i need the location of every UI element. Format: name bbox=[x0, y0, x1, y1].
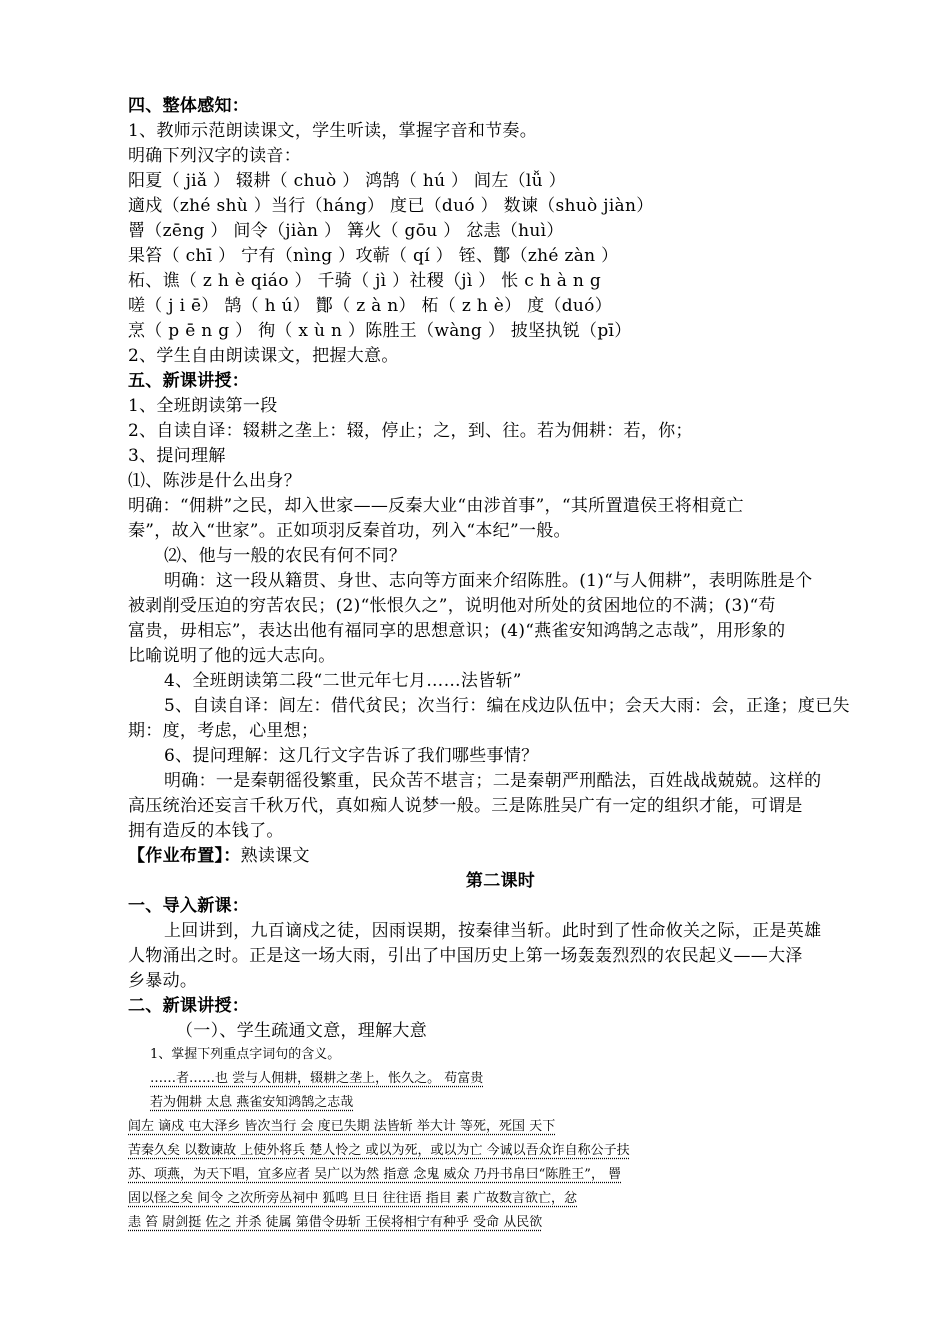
text-line: 3、提问理解 bbox=[128, 446, 226, 466]
text-line: 人物涌出之时。正是这一场大雨，引出了中国历史上第一场轰轰烈烈的农民起义——大泽 bbox=[128, 946, 803, 966]
text-line: 2、学生自由朗读课文，把握大意。 bbox=[128, 346, 399, 366]
pronunciation-line: 果笞（ chī ） 宁有（nìng ）攻蕲（ qí ） 铚、酇（zhé zàn ） bbox=[128, 246, 619, 266]
question-line: ⑵、他与一般的农民有何不同？ bbox=[164, 546, 407, 566]
text-line: 乡暴动。 bbox=[128, 971, 198, 991]
text-line: 期：度，考虑，心里想； bbox=[128, 721, 319, 741]
small-text-line: 1、掌握下列重点字词句的含义。 bbox=[150, 1047, 341, 1062]
text-line: 6、提问理解：这几行文字告诉了我们哪些事情？ bbox=[164, 746, 539, 766]
text-line: 被剥削受压迫的穷苦农民；(2)“怅恨久之”，说明他对所处的贫困地位的不满；(3)“苟 bbox=[128, 596, 776, 616]
section-heading: 一、导入新课： bbox=[128, 896, 250, 916]
text-line: 拥有造反的本钱了。 bbox=[128, 821, 284, 841]
small-text-line: 固以怪之矣 间令 之次所旁丛祠中 狐鸣 旦日 往往语 指目 素 广故数言欲亡，忿 bbox=[128, 1191, 578, 1206]
section-heading: 四、整体感知： bbox=[128, 96, 250, 116]
text-line: 明确下列汉字的读音： bbox=[128, 146, 301, 166]
text-line: 富贵，毋相忘”，表达出他有福同享的思想意识；(4)“燕雀安知鸿鹄之志哉”，用形象的 bbox=[128, 621, 786, 641]
homework-line bbox=[128, 844, 873, 868]
small-text-line: 若为佣耕 太息 燕雀安知鸿鹄之志哉 bbox=[150, 1095, 354, 1110]
small-text-line: ……者……也 尝与人佣耕，辍耕之垄上，怅久之。 苟富贵 bbox=[150, 1071, 484, 1086]
small-text-line: 恚 笞 尉剑挺 佐之 并杀 徒属 第借令毋斩 王侯将相宁有种乎 受命 从民欲 bbox=[128, 1215, 543, 1230]
question-line: ⑴、陈涉是什么出身？ bbox=[128, 471, 301, 491]
text-line: 1、教师示范朗读课文，学生听读，掌握字音和节奏。 bbox=[128, 121, 538, 141]
subsection-heading: （一）、学生疏通文意，理解大意 bbox=[176, 1021, 427, 1041]
small-text-line: 闾左 谪戍 屯大泽乡 皆次当行 会 度已失期 法皆斩 举大计 等死，死国 天下 bbox=[128, 1119, 556, 1134]
pronunciation-line: 柘、谯（ z h è qiáo ） 千骑（ jì ）社稷（jì ） 怅 c h à n g bbox=[128, 271, 602, 291]
pronunciation-line: 嗟（ j i ē） 鹄（ h ú） 酇（ z à n） 柘（ z h è） 度（duó） bbox=[128, 296, 612, 316]
small-text-line: 苏、项燕，为天下唱，宜多应者 吴广以为然 指意 念鬼 威众 乃丹书帛曰“陈胜王”， 罾 bbox=[128, 1167, 622, 1182]
homework-content: 熟读课文 bbox=[240, 846, 310, 866]
text-line: 高压统治还妄言千秋万代，真如痴人说梦一般。三是陈胜吴广有一定的组织才能，可谓是 bbox=[128, 796, 803, 816]
text-line: 1、全班朗读第一段 bbox=[128, 396, 278, 416]
homework-label: 【作业布置】： bbox=[128, 846, 241, 866]
text-line: 上回讲到，九百谪戍之徒，因雨误期，按秦律当斩。此时到了性命攸关之际，正是英雄 bbox=[164, 921, 822, 941]
text-line: 比喻说明了他的远大志向。 bbox=[128, 646, 336, 666]
pronunciation-line: 適戍（zhé shù ）当行（háng） 度已（duó ） 数谏（shuò jiàn） bbox=[128, 196, 654, 216]
text-line: 4、全班朗读第二段“二世元年七月……法皆斩” bbox=[164, 671, 522, 691]
section-heading: 二、新课讲授： bbox=[128, 996, 250, 1016]
pronunciation-line: 罾（zēng ） 间令（jiàn ） 篝火（ gōu ） 忿恚（huì） bbox=[128, 221, 564, 241]
pronunciation-line: 阳夏（ jiǎ ） 辍耕（ chuò ） 鸿鹄（ hú ） 闾左（lǚ ） bbox=[128, 171, 566, 191]
text-line: 2、自读自译：辍耕之垄上：辍，停止；之，到、往。若为佣耕：若，你； bbox=[128, 421, 693, 441]
lesson-title: 第二课时 bbox=[465, 871, 536, 891]
text-line: 明确：这一段从籍贯、身世、志向等方面来介绍陈胜。(1)“与人佣耕”，表明陈胜是个 bbox=[164, 571, 813, 591]
section-heading: 五、新课讲授： bbox=[128, 371, 250, 391]
small-text-line: 苦秦久矣 以数谏故 上使外将兵 楚人怜之 或以为死，或以为亡 今诚以吾众诈自称公子扶 bbox=[128, 1143, 630, 1158]
text-line: 明确：“佣耕”之民，却入世家——反秦大业“由涉首事”，“其所置遣侯王将相竟亡 bbox=[128, 496, 744, 516]
pronunciation-line: 烹（ p ē n g ） 徇（ x ù n ）陈胜王（wàng ） 披坚执锐（pī） bbox=[128, 321, 632, 341]
text-line: 秦”，故入“世家”。正如项羽反秦首功，列入“本纪”一般。 bbox=[128, 521, 571, 541]
text-line: 5、自读自译：闾左：借代贫民；次当行：编在戍边队伍中；会天大雨：会，正逢；度已失 bbox=[164, 696, 850, 716]
text-line: 明确：一是秦朝徭役繁重，民众苦不堪言；二是秦朝严刑酷法，百姓战战兢兢。这样的 bbox=[164, 771, 822, 791]
